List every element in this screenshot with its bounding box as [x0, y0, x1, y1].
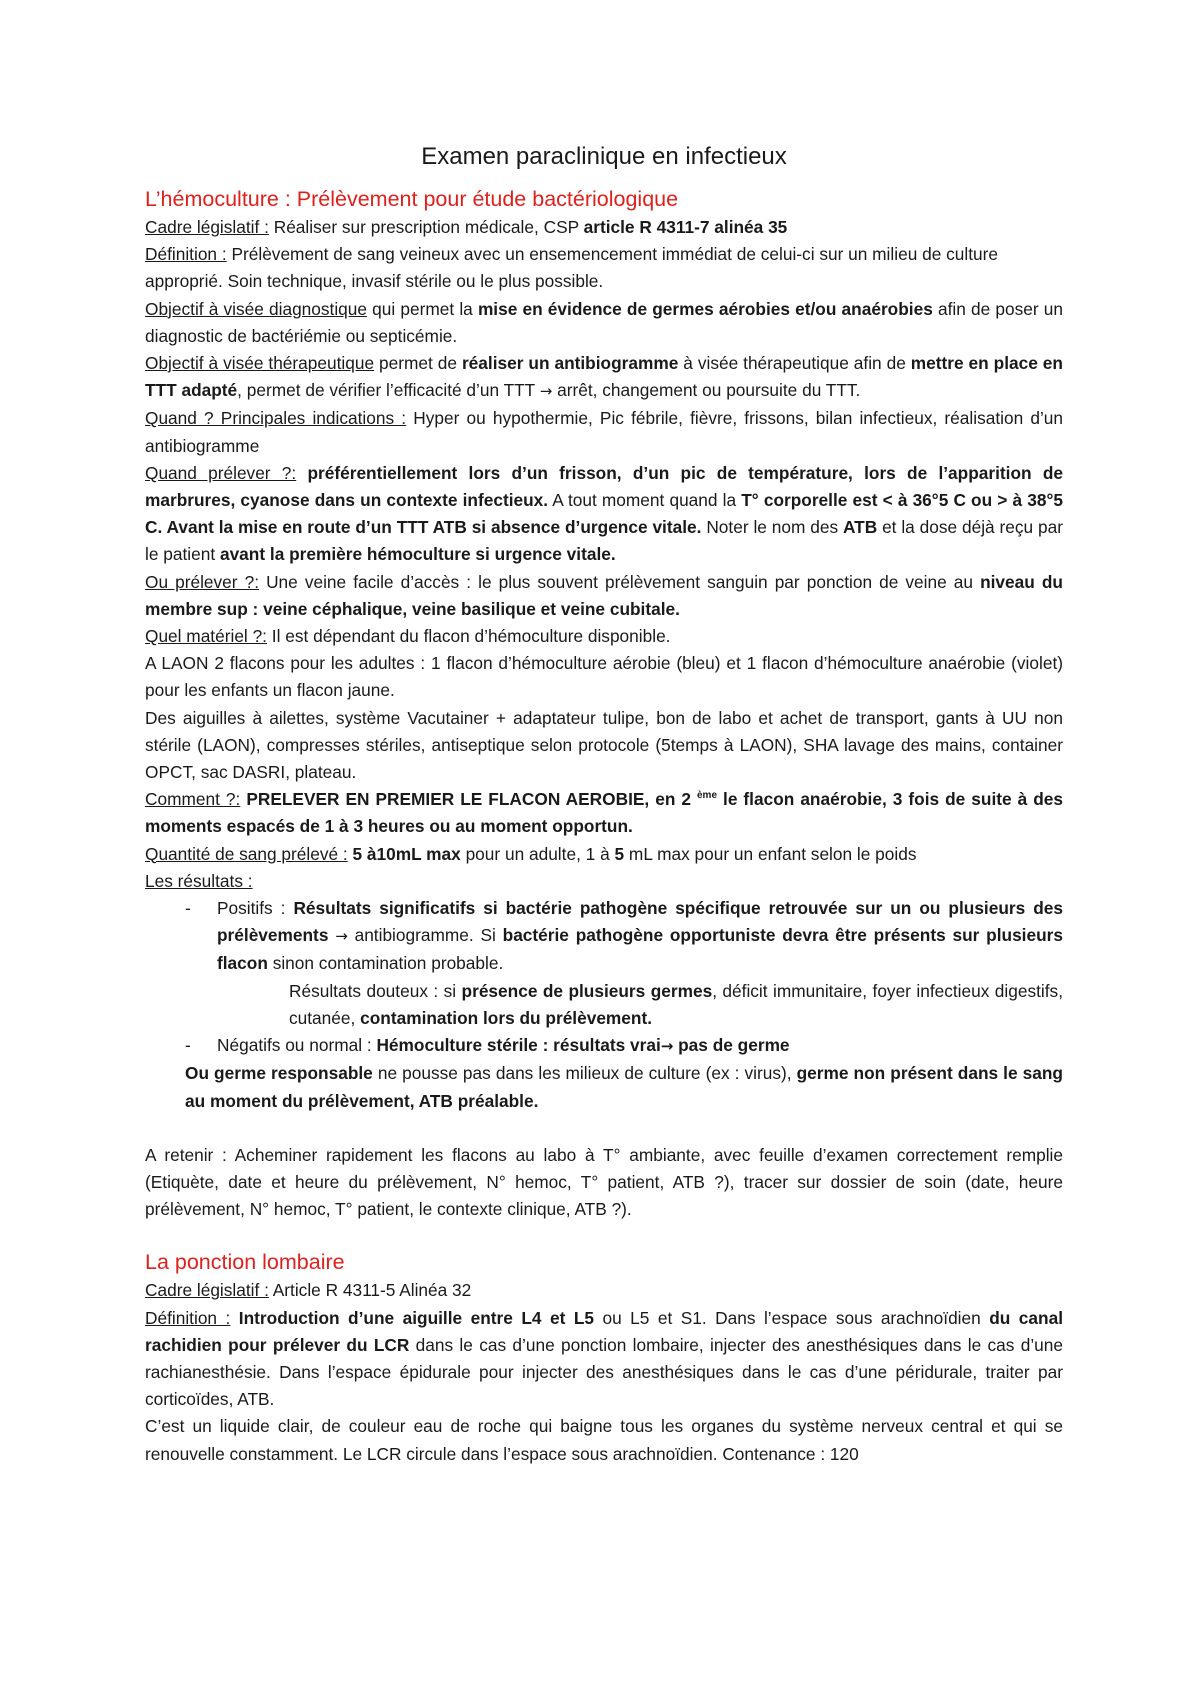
results-list-negatifs	[145, 1032, 1063, 1060]
paragraph-cadre-pl: Cadre législatif : Article R 4311-5 Alinéa 32	[145, 1280, 472, 1301]
paragraph-objectif-therapeutique: Objectif à visée thérapeutique permet de réaliser un antibiogramme à visée thérapeutique afin de mettre en place en TTT adapté, permet de vérifier l’efficacité d’un TTT → arrêt, changement ou poursuite du TTT.	[145, 353, 1063, 401]
list-item: - Positifs : Résultats significatifs si bactérie pathogène spécifique retrouvée sur un ou plusieurs des prélèvements → antibiogramme. Si bactérie pathogène opportuniste devra être présents sur plusieurs flacon sinon contamination probable.	[185, 898, 1063, 974]
paragraph-materiel: Quel matériel ?: Il est dépendant du flacon d’hémoculture disponible.	[145, 626, 671, 647]
paragraph-laon: A LAON 2 flacons pour les adultes : 1 flacon d’hémoculture aérobie (bleu) et 1 flacon d’hémoculture anaérobie (violet) pour les enfants un flacon jaune.	[145, 653, 1063, 701]
paragraph-ou-prelever: Ou prélever ?: Une veine facile d’accès : le plus souvent prélèvement sanguin par ponction de veine au niveau du membre sup : veine céphalique, veine basilique et veine cubitale.	[145, 571, 1063, 619]
paragraph-resultats-label: Les résultats :	[145, 870, 253, 891]
list-item: - Négatifs ou normal : Hémoculture stérile : résultats vrai→ pas de germe	[185, 1035, 790, 1056]
section-heading-ponction-lombaire: La ponction lombaire	[145, 1250, 345, 1275]
paragraph-a-retenir: A retenir : Acheminer rapidement les flacons au labo à T° ambiante, avec feuille d’examen correctement remplie (Etiquète, date et heure du prélèvement, N° hemoc, T° patient, ATB ?), tracer sur dossier de soin (date, heure prélèvement, N° hemoc, T° patient, le contexte clinique, ATB ?).	[145, 1144, 1063, 1220]
paragraph-indications: Quand ? Principales indications : Hyper ou hypothermie, Pic fébrile, fièvre, frissons, bilan infectieux, réalisation d’un antibiogramme	[145, 408, 1064, 456]
label-cadre: Cadre législatif :	[145, 217, 269, 237]
page-title: Examen paraclinique en infectieux	[421, 143, 787, 170]
paragraph-comment: Comment ?: PRELEVER EN PREMIER LE FLACON AEROBIE, en 2 $^{ème}$ le flacon anaérobie, 3 fois de suite à des moments espacés de 1 à 3 heures ou au moment opportun.	[145, 789, 1064, 837]
paragraph-aiguilles: Des aiguilles à ailettes, système Vacutainer + adaptateur tulipe, bon de labo et achet de transport, gants à UU non stérile (LAON), compresses stériles, antiseptique selon protocole (5temps à LAON), SHA lavage des mains, container OPCT, sac DASRI, plateau.	[145, 707, 1063, 783]
paragraph-germe: Ou germe responsable ne pousse pas dans les milieux de culture (ex : virus), germe non présent dans le sang au moment du prélèvement, ATB préalable.	[185, 1063, 1063, 1111]
paragraph-quantite: Quantité de sang prélevé : 5 à10mL max pour un adulte, 1 à 5 mL max pour un enfant selon le poids	[145, 843, 917, 864]
paragraph-quand-prelever: Quand prélever ?: préférentiellement lors d’un frisson, d’un pic de température, lors de l’apparition de marbrures, cyanose dans un contexte infectieux. A tout moment quand la T° corporelle est < à 36°5 C ou > à 38°5 C. Avant la mise en route d’un TTT ATB si absence d’urgence vitale. Noter le nom des ATB et la dose déjà reçu par le patient avant la première hémoculture si urgence vitale.	[145, 462, 1063, 565]
paragraph-douteux: Résultats douteux : si présence de plusieurs germes, déficit immunitaire, foyer infectieux digestifs, cutanée, contamination lors du prélèvement.	[289, 980, 1063, 1028]
arrow-right-icon: →	[660, 1037, 674, 1056]
section-heading-hemoculture: L’hémoculture : Prélèvement pour étude bactériologique	[145, 187, 679, 211]
paragraph-definition-pl: Définition : Introduction d’une aiguille entre L4 et L5 ou L5 et S1. Dans l’espace sous arachnoïdien du canal rachidien pour prélever du LCR dans le cas d’une ponction lombaire, injecter des anesthésiques dans le cas d’une rachianesthésie. Dans l’espace épidurale pour injecter des anesthésiques dans le cas d’une péridurale, traiter par corticoïdes, ATB.	[145, 1307, 1063, 1410]
label-definition: Définition :	[145, 244, 227, 265]
results-list	[145, 895, 1063, 978]
arrow-right-icon: →	[539, 382, 553, 401]
paragraph-definition: Définition : Prélèvement de sang veineux avec un ensemencement immédiat de celui-ci sur un milieu de culture approprié. Soin technique, invasif stérile ou le plus possible.	[145, 244, 998, 292]
paragraph-cadre: Cadre législatif : Réaliser sur prescription médicale, CSP article R 4311-7 alinéa 35	[145, 217, 788, 237]
paragraph-objectif-diagnostique: Objectif à visée diagnostique qui permet la mise en évidence de germes aérobies et/ou anaérobies afin de poser un diagnostic de bactériémie ou septicémie.	[145, 298, 1063, 346]
spacer	[145, 1115, 1063, 1142]
paragraph-lcr: C’est un liquide clair, de couleur eau de roche qui baigne tous les organes du système nerveux central et qui se renouvelle constamment. Le LCR circule dans l’espace sous arachnoïdien. Contenance : 120	[145, 1416, 1063, 1464]
document-page	[145, 140, 1063, 1468]
arrow-right-icon: →	[335, 927, 348, 946]
